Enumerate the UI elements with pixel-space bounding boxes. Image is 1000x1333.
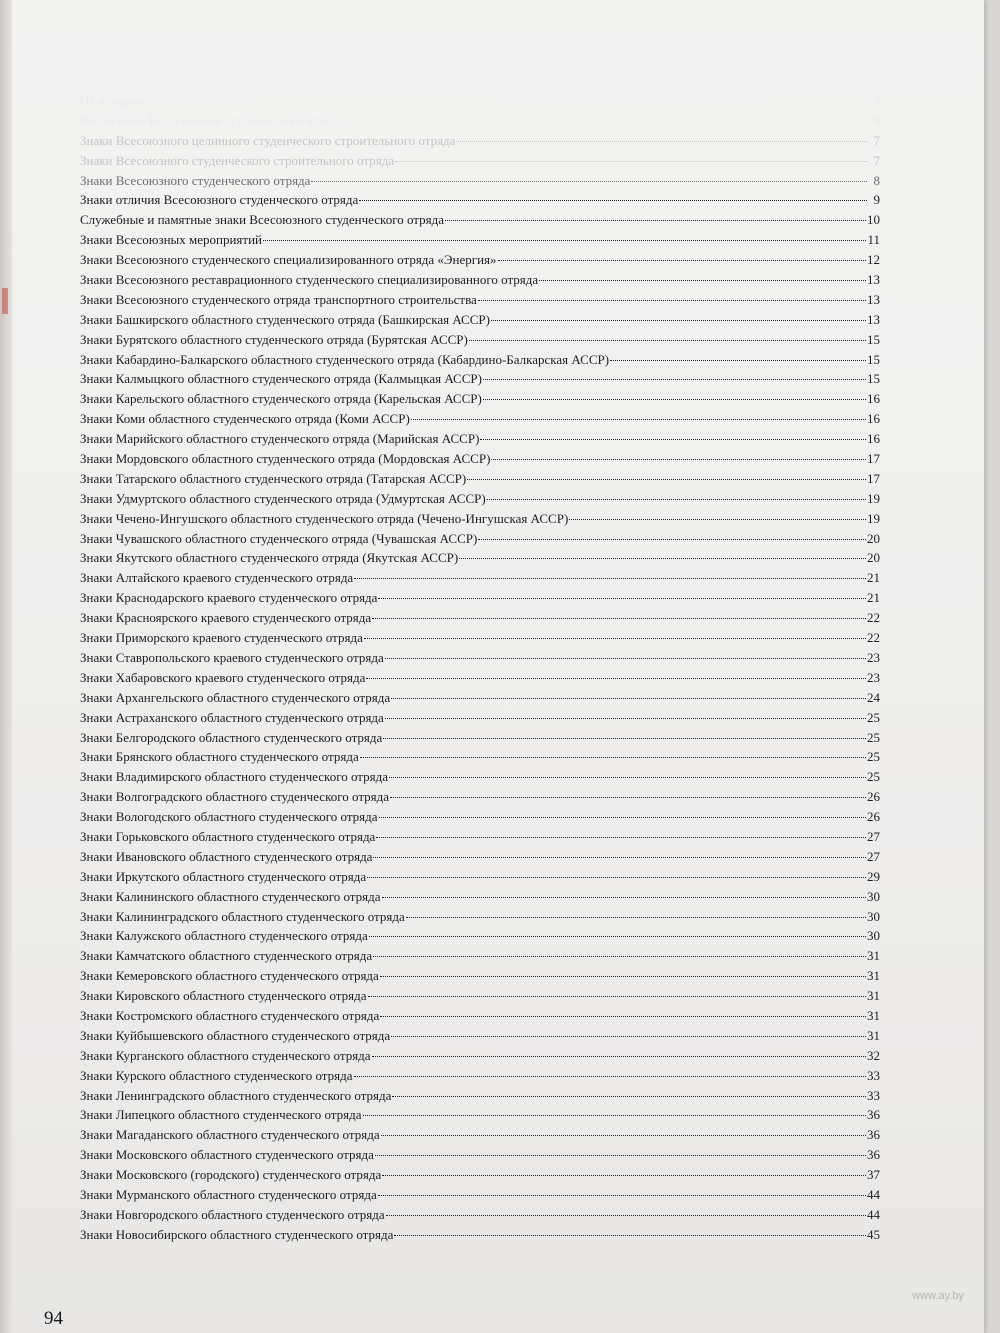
- toc-entry: [80, 1205, 880, 1225]
- toc-entry-title: Знаки Куйбышевского областного студенческого отряда: [80, 1027, 391, 1043]
- toc-dot-leader: [478, 539, 866, 540]
- toc-entry-title: Знаки Брянского областного студенческого отряда: [80, 749, 359, 765]
- toc-entry-title: Знаки Якутского областного студенческого отряда (Якутская АССР): [80, 550, 459, 566]
- toc-entry-page: 32: [867, 1047, 880, 1063]
- toc-dot-leader: [498, 260, 866, 261]
- toc-entry-title: Знаки Кабардино-Балкарского областного студенческого отряда (Кабардино-Балкарская АССР): [80, 351, 610, 367]
- toc-entry-page: 30: [867, 908, 880, 924]
- toc-entry-title: Знаки Магаданского областного студенческого отряда: [80, 1127, 380, 1143]
- toc-entry-page: 36: [867, 1147, 880, 1163]
- toc-entry: [80, 230, 880, 250]
- toc-entry: [80, 111, 880, 131]
- toc-entry: [80, 728, 880, 748]
- toc-entry: [80, 588, 880, 608]
- toc-dot-leader: [539, 280, 866, 281]
- toc-entry: [80, 131, 880, 151]
- toc-entry: [80, 568, 880, 588]
- toc-entry: [80, 91, 880, 111]
- toc-entry-title: Знаки Краснодарского краевого студенческого отряда: [80, 590, 378, 606]
- toc-entry: [80, 369, 880, 389]
- toc-dot-leader: [344, 121, 867, 122]
- toc-entry-page: 29: [867, 868, 880, 884]
- toc-entry-title: Знаки Всесоюзного студенческого специализированного отряда «Энергия»: [80, 252, 497, 268]
- toc-entry: [80, 648, 880, 668]
- toc-entry-title: Знаки Мурманского областного студенческого отряда: [80, 1186, 377, 1202]
- toc-entry-title: Знаки Всесоюзных мероприятий: [80, 232, 262, 248]
- toc-entry-title: Знаки Чечено-Ингушского областного студенческого отряда (Чечено-Ингушская АССР): [80, 510, 569, 526]
- toc-dot-leader: [382, 1175, 866, 1176]
- toc-entry-page: 16: [867, 391, 880, 407]
- toc-entry: [80, 290, 880, 310]
- toc-entry-page: 7: [873, 132, 880, 148]
- toc-dot-leader: [378, 598, 866, 599]
- toc-entry-title: Знаки Мордовского областного студенческого отряда (Мордовская АССР): [80, 451, 491, 467]
- toc-entry: [80, 250, 880, 270]
- toc-dot-leader: [383, 738, 866, 739]
- toc-entry-page: 16: [867, 431, 880, 447]
- toc-entry-page: 13: [867, 272, 880, 288]
- toc-entry: [80, 151, 880, 171]
- toc-entry-page: 11: [867, 232, 880, 248]
- toc-dot-leader: [487, 499, 866, 500]
- toc-dot-leader: [569, 519, 866, 520]
- toc-entry-page: 25: [867, 709, 880, 725]
- toc-entry: [80, 1026, 880, 1046]
- toc-entry-title: Знаки Всесоюзного студенческого отряда транспортного строительства: [80, 291, 477, 307]
- toc-entry-page: 36: [867, 1107, 880, 1123]
- toc-entry-title: Из истории: [80, 93, 143, 108]
- toc-dot-leader: [311, 181, 867, 182]
- toc-entry-title: Знаки Волгоградского областного студенческого отряда: [80, 789, 390, 805]
- toc-entry: [80, 330, 880, 350]
- toc-entry-page: 24: [867, 689, 880, 705]
- toc-entry: [80, 1046, 880, 1066]
- toc-entry-page: 20: [867, 530, 880, 546]
- toc-entry-title: Знаки отличия Всесоюзного студенческого отряда: [80, 192, 359, 208]
- toc-dot-leader: [469, 340, 866, 341]
- toc-dot-leader: [467, 479, 866, 480]
- toc-entry-page: 27: [867, 828, 880, 844]
- toc-dot-leader: [392, 1096, 866, 1097]
- toc-entry: [80, 907, 880, 927]
- toc-dot-leader: [380, 976, 866, 977]
- toc-entry-page: 31: [867, 1007, 880, 1023]
- toc-entry: [80, 986, 880, 1006]
- toc-entry-page: 17: [867, 470, 880, 486]
- toc-entry-page: 27: [867, 848, 880, 864]
- toc-entry: [80, 1145, 880, 1165]
- toc-entry-title: Знаки Калмыцкого областного студенческого отряда (Калмыцкая АССР): [80, 371, 482, 387]
- toc-entry: [80, 529, 880, 549]
- toc-entry-page: 15: [867, 331, 880, 347]
- toc-entry: [80, 847, 880, 867]
- toc-entry: [80, 270, 880, 290]
- toc-entry-title: Знаки Архангельского областного студенческого отряда: [80, 689, 391, 705]
- toc-dot-leader: [385, 658, 866, 659]
- red-bookmark-mark: [2, 288, 8, 314]
- toc-entry-title: Знаки Приморского краевого студенческого отряда: [80, 630, 363, 646]
- toc-dot-leader: [386, 1215, 866, 1216]
- toc-entry-title: Знаки Карельского областного студенческого отряда (Карельская АССР): [80, 391, 482, 407]
- toc-dot-leader: [480, 439, 866, 440]
- toc-dot-leader: [373, 956, 866, 957]
- toc-dot-leader: [363, 1115, 867, 1116]
- toc-dot-leader: [483, 379, 866, 380]
- toc-entry: [80, 1125, 880, 1145]
- toc-entry-title: Знаки Курского областного студенческого отряда: [80, 1067, 353, 1083]
- toc-entry-title: Знаки Костромского областного студенческого отряда: [80, 1007, 380, 1023]
- toc-entry-title: Знаки Вологодского областного студенческого отряда: [80, 809, 378, 825]
- toc-entry-title: Знаки Ленинградского областного студенческого отряда: [80, 1087, 392, 1103]
- toc-entry: [80, 409, 880, 429]
- toc-entry: [80, 449, 880, 469]
- toc-entry: [80, 926, 880, 946]
- toc-dot-leader: [360, 757, 866, 758]
- toc-dot-leader: [459, 558, 866, 559]
- toc-entry-page: 25: [867, 729, 880, 745]
- toc-entry-page: 33: [867, 1067, 880, 1083]
- toc-entry-title: Знаки Татарского областного студенческого отряда (Татарская АССР): [80, 470, 467, 486]
- toc-entry-title: Знаки Всесоюзного реставрационного студенческого специализированного отряда: [80, 272, 539, 288]
- toc-entry-page: 21: [867, 590, 880, 606]
- toc-dot-leader: [394, 1235, 866, 1236]
- toc-entry: [80, 1185, 880, 1205]
- toc-entry-title: Знаки Удмуртского областного студенческого отряда (Удмуртская АССР): [80, 490, 486, 506]
- toc-entry-page: 15: [867, 351, 880, 367]
- toc-entry-page: 9: [873, 192, 880, 208]
- toc-entry-title: Знаки Иркутского областного студенческого отряда: [80, 868, 367, 884]
- toc-entry-page: 22: [867, 630, 880, 646]
- toc-entry: [80, 1006, 880, 1026]
- toc-entry: [80, 1225, 880, 1245]
- toc-entry-page: 30: [867, 928, 880, 944]
- toc-entry-title: Знаки Владимирского областного студенческого отряда: [80, 769, 388, 785]
- toc-entry: [80, 509, 880, 529]
- toc-dot-leader: [610, 360, 866, 361]
- toc-entry: [80, 1105, 880, 1125]
- toc-entry: [80, 807, 880, 827]
- toc-entry-page: 16: [867, 411, 880, 427]
- toc-entry-title: Знаки Марийского областного студенческого отряда (Марийская АССР): [80, 431, 480, 447]
- toc-entry-page: 7: [873, 152, 880, 168]
- toc-entry: [80, 747, 880, 767]
- toc-entry: [80, 1165, 880, 1185]
- toc-dot-leader: [391, 1036, 866, 1037]
- toc-entry-page: 31: [867, 968, 880, 984]
- toc-dot-leader: [390, 797, 866, 798]
- toc-entry-page: 31: [867, 1027, 880, 1043]
- toc-entry: [80, 469, 880, 489]
- toc-entry: [80, 966, 880, 986]
- toc-dot-leader: [389, 777, 866, 778]
- toc-entry-title: Знаки Белгородского областного студенческого отряда: [80, 729, 383, 745]
- toc-dot-leader: [381, 1135, 866, 1136]
- toc-entry-page: 22: [867, 610, 880, 626]
- toc-entry: [80, 827, 880, 847]
- toc-entry-page: 31: [867, 988, 880, 1004]
- toc-dot-leader: [378, 1195, 866, 1196]
- toc-entry-page: 13: [867, 311, 880, 327]
- toc-entry-title: Знаки Камчатского областного студенческого отряда: [80, 948, 373, 964]
- toc-entry: [80, 1066, 880, 1086]
- toc-entry: [80, 688, 880, 708]
- toc-entry: [80, 489, 880, 509]
- toc-entry-title: Знаки Ставропольского краевого студенческого отряда: [80, 649, 384, 665]
- toc-dot-leader: [411, 419, 866, 420]
- toc-entry-title: Знаки Курганского областного студенческого отряда: [80, 1047, 371, 1063]
- toc-entry-page: 20: [867, 550, 880, 566]
- toc-dot-leader: [395, 161, 867, 162]
- toc-entry-title: Форменные Всесоюзного студенческого отряда: [80, 112, 344, 128]
- toc-dot-leader: [483, 399, 866, 400]
- toc-entry-title: Знаки Калужского областного студенческого отряда: [80, 928, 368, 944]
- toc-entry-page: 33: [867, 1087, 880, 1103]
- toc-dot-leader: [375, 1155, 866, 1156]
- toc-entry-title: Знаки Горьковского областного студенческого отряда: [80, 828, 376, 844]
- toc-entry-title: Знаки Башкирского областного студенческого отряда (Башкирская АССР): [80, 311, 490, 327]
- toc-entry: [80, 787, 880, 807]
- toc-entry-title: Знаки Астраханского областного студенческого отряда: [80, 709, 384, 725]
- toc-entry: [80, 608, 880, 628]
- toc-entry-page: 15: [867, 371, 880, 387]
- toc-entry-page: 21: [867, 570, 880, 586]
- toc-entry-title: Знаки Кемеровского областного студенческого отряда: [80, 968, 379, 984]
- toc-dot-leader: [372, 1056, 866, 1057]
- toc-entry: [80, 668, 880, 688]
- page-edge: [0, 0, 12, 1333]
- toc-entry-page: 17: [867, 451, 880, 467]
- toc-entry-title: Знаки Калининградского областного студенческого отряда: [80, 908, 405, 924]
- toc-entry: [80, 1086, 880, 1106]
- toc-dot-leader: [144, 101, 867, 102]
- toc-entry: [80, 350, 880, 370]
- toc-entry-page: 10: [867, 212, 880, 228]
- toc-entry: [80, 867, 880, 887]
- toc-entry-page: 36: [867, 1127, 880, 1143]
- toc-entry-title: Знаки Московского (городского) студенческого отряда: [80, 1167, 382, 1183]
- toc-dot-leader: [382, 897, 866, 898]
- toc-dot-leader: [406, 917, 866, 918]
- toc-dot-leader: [391, 698, 866, 699]
- toc-entry-page: 44: [867, 1186, 880, 1202]
- toc-dot-leader: [491, 459, 866, 460]
- table-of-contents: [80, 91, 880, 1245]
- toc-dot-leader: [379, 817, 866, 818]
- page-number: 94: [44, 1308, 63, 1329]
- toc-entry: [80, 887, 880, 907]
- toc-entry: [80, 946, 880, 966]
- toc-dot-leader: [359, 200, 867, 201]
- toc-entry-title: Знаки Новосибирского областного студенческого отряда: [80, 1226, 394, 1242]
- toc-entry: [80, 171, 880, 191]
- toc-dot-leader: [372, 618, 866, 619]
- toc-entry-page: 19: [867, 490, 880, 506]
- toc-entry-page: 25: [867, 769, 880, 785]
- toc-entry-title: Знаки Алтайского краевого студенческого отряда: [80, 570, 354, 586]
- toc-entry-title: Знаки Бурятского областного студенческого отряда (Бурятская АССР): [80, 331, 468, 347]
- toc-entry-title: Знаки Красноярского краевого студенческого отряда: [80, 610, 372, 626]
- toc-entry: [80, 767, 880, 787]
- toc-dot-leader: [354, 578, 866, 579]
- toc-entry: [80, 628, 880, 648]
- toc-entry-page: 23: [867, 669, 880, 685]
- toc-entry-page: 23: [867, 649, 880, 665]
- toc-entry: [80, 310, 880, 330]
- toc-dot-leader: [366, 678, 866, 679]
- toc-dot-leader: [263, 240, 866, 241]
- toc-dot-leader: [491, 320, 866, 321]
- toc-entry-page: 3: [873, 93, 880, 108]
- toc-entry-page: 37: [867, 1167, 880, 1183]
- toc-entry-page: 8: [873, 172, 880, 188]
- toc-entry-title: Знаки Всесоюзного студенческого строительного отряда: [80, 152, 395, 168]
- toc-dot-leader: [445, 220, 866, 221]
- toc-entry-title: Знаки Хабаровского краевого студенческого отряда: [80, 669, 366, 685]
- toc-entry: [80, 389, 880, 409]
- toc-entry-title: Знаки Всесоюзного целинного студенческого строительного отряда: [80, 132, 456, 148]
- toc-entry: [80, 708, 880, 728]
- toc-entry-title: Знаки Ивановского областного студенческого отряда: [80, 848, 373, 864]
- toc-dot-leader: [376, 837, 866, 838]
- toc-entry-page: 19: [867, 510, 880, 526]
- toc-dot-leader: [367, 877, 866, 878]
- toc-entry-page: 44: [867, 1206, 880, 1222]
- toc-entry-title: Знаки Коми областного студенческого отряда (Коми АССР): [80, 411, 410, 427]
- toc-dot-leader: [373, 857, 866, 858]
- toc-dot-leader: [368, 996, 866, 997]
- toc-dot-leader: [354, 1076, 866, 1077]
- toc-entry-page: 26: [867, 809, 880, 825]
- toc-entry-page: 25: [867, 749, 880, 765]
- toc-entry: [80, 429, 880, 449]
- toc-entry: [80, 190, 880, 210]
- toc-entry: [80, 210, 880, 230]
- toc-dot-leader: [456, 141, 867, 142]
- toc-dot-leader: [364, 638, 866, 639]
- watermark: www.ay.by: [912, 1290, 964, 1302]
- toc-entry-page: 31: [867, 948, 880, 964]
- toc-entry-title: Знаки Калининского областного студенческого отряда: [80, 888, 381, 904]
- toc-dot-leader: [380, 1016, 866, 1017]
- toc-entry-page: 30: [867, 888, 880, 904]
- toc-dot-leader: [385, 718, 866, 719]
- toc-entry: [80, 548, 880, 568]
- toc-entry-page: 45: [867, 1226, 880, 1242]
- toc-entry-page: 4: [873, 112, 880, 128]
- toc-entry-title: Знаки Кировского областного студенческого отряда: [80, 988, 367, 1004]
- toc-entry-title: Знаки Всесоюзного студенческого отряда: [80, 172, 311, 188]
- toc-entry-page: 26: [867, 789, 880, 805]
- toc-entry-title: Знаки Московского областного студенческого отряда: [80, 1147, 374, 1163]
- toc-entry-page: 12: [867, 252, 880, 268]
- toc-entry-title: Знаки Новгородского областного студенческого отряда: [80, 1206, 385, 1222]
- toc-entry-title: Знаки Липецкого областного студенческого отряда: [80, 1107, 362, 1123]
- toc-dot-leader: [478, 300, 866, 301]
- toc-entry-page: 13: [867, 291, 880, 307]
- toc-entry-title: Служебные и памятные знаки Всесоюзного студенческого отряда: [80, 212, 444, 228]
- toc-dot-leader: [369, 936, 866, 937]
- toc-entry-title: Знаки Чувашского областного студенческого отряда (Чувашская АССР): [80, 530, 478, 546]
